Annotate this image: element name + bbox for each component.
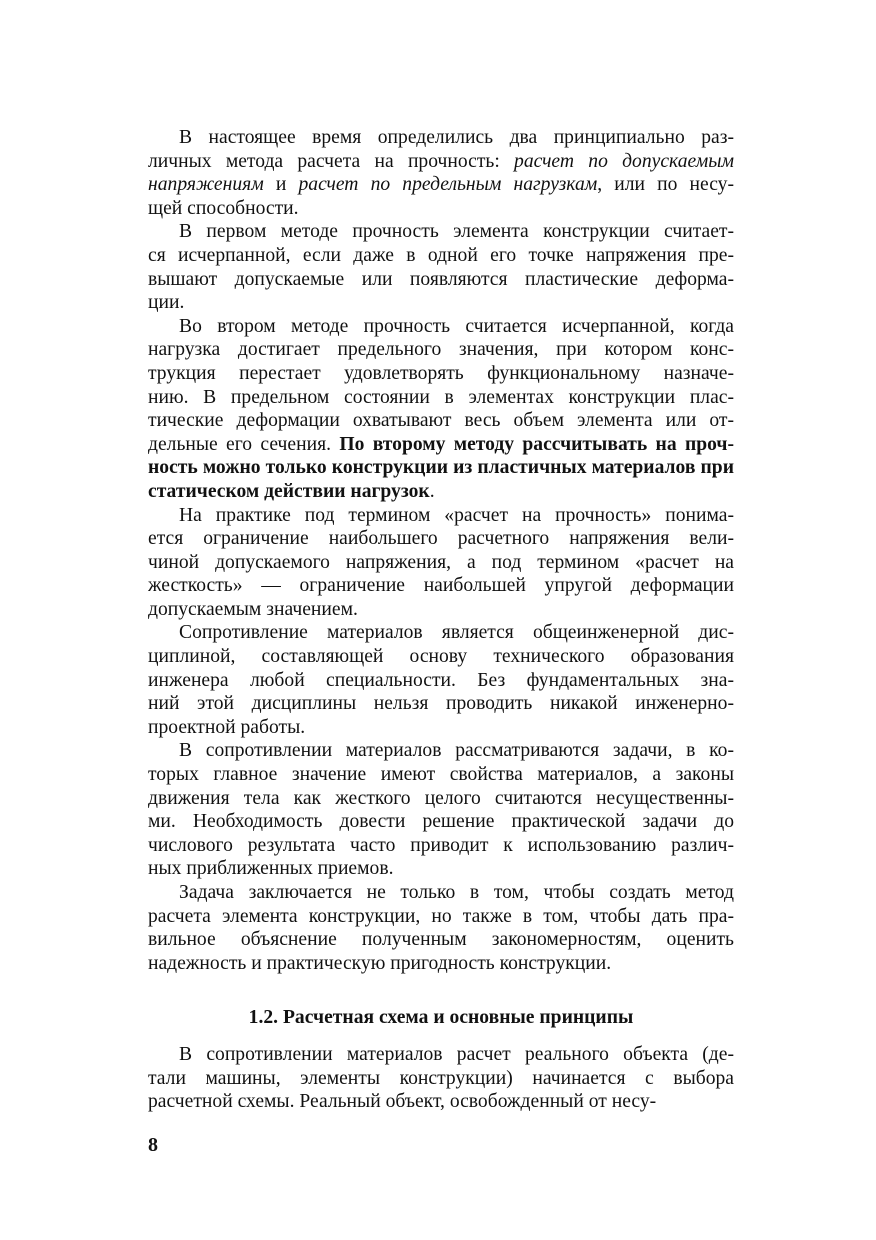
text-line [148, 504, 734, 528]
text-line [148, 551, 734, 575]
text-run: надежность и практическую пригодность конструкции. [148, 952, 612, 974]
text-line [148, 1090, 734, 1114]
text-line [148, 220, 734, 244]
text-line [148, 456, 734, 480]
text-line [148, 952, 734, 976]
text-run: нию. В предельном состоянии в элементах конструкции плас- [148, 386, 734, 408]
text-run: циплиной, составляющей основу технического образования [148, 646, 734, 668]
text-run: расчетной схемы. Реальный объект, освобожденный от несу- [148, 1091, 657, 1113]
text-run: дельные его сечения. [148, 433, 340, 455]
italic-text: расчет по допускаемым [514, 150, 734, 172]
text-line [148, 386, 734, 410]
text-line [148, 787, 734, 811]
text-line [148, 834, 734, 858]
text-line [148, 480, 734, 504]
text-run: жесткость» — ограничение наибольшей упругой деформации [148, 575, 734, 597]
text-run: допускаемым значением. [148, 598, 358, 620]
text-line [148, 692, 734, 716]
text-run: нагрузка достигает предельного значения, при котором конс- [148, 339, 734, 361]
italic-text: напряжениям [148, 174, 264, 196]
italic-text: расчет по предельным нагрузкам [298, 174, 598, 196]
section-heading: 1.2. Расчетная схема и основные принципы [248, 1007, 634, 1028]
text-run: проектной работы. [148, 716, 306, 738]
text-run: и [263, 174, 299, 196]
text-line [148, 527, 734, 551]
text-line [148, 716, 734, 740]
text-run: вышают допускаемые или появляются пластические деформа- [148, 268, 734, 290]
text-line [148, 409, 734, 433]
text-line [148, 338, 734, 362]
body-text-continued [148, 1043, 734, 1114]
text-run: тические деформации охватывают весь объем элемента или от- [148, 410, 734, 432]
bold-text: статическом действии нагрузок [148, 480, 430, 502]
text-line [148, 197, 734, 221]
paragraph [148, 220, 734, 314]
paragraph [148, 739, 734, 881]
text-run: ми. Необходимость довести решение практической задачи до [148, 811, 734, 833]
text-line [148, 739, 734, 763]
text-line [148, 763, 734, 787]
paragraph [148, 621, 734, 739]
text-run: личных метода расчета на прочность: [148, 150, 515, 172]
text-run: числового результата часто приводит к использованию различ- [148, 834, 734, 856]
text-run: расчета элемента конструкции, но также в том, чтобы дать пра- [148, 905, 734, 927]
text-run: Задача заключается не только в том, чтобы создать метод [179, 882, 734, 903]
text-run: В сопротивлении материалов расчет реального объекта (де- [179, 1044, 734, 1065]
text-run: В настоящее время определились два принципиально раз- [179, 127, 734, 148]
text-line [148, 928, 734, 952]
text-line [148, 881, 734, 905]
text-run: движения тела как жесткого целого считаются несущественны- [148, 787, 734, 809]
text-line [148, 1043, 734, 1067]
text-run: В сопротивлении материалов рассматриваются задачи, в ко- [179, 740, 734, 762]
text-line [148, 598, 734, 622]
text-run: Сопротивление материалов является общеинженерной дис- [179, 622, 734, 644]
text-run: тали машины, элементы конструкции) начинается с выбора [148, 1067, 734, 1089]
text-run: вильное объяснение полученным закономерностям, оценить [148, 929, 734, 951]
text-line [148, 905, 734, 929]
text-line [148, 857, 734, 881]
text-run: , или по несу- [597, 174, 734, 196]
text-run: На практике под термином «расчет на прочность» понима- [179, 504, 734, 526]
text-line [148, 244, 734, 268]
text-run: В первом методе прочность элемента конструкции считает- [179, 221, 734, 243]
text-line [148, 173, 734, 197]
text-line [148, 574, 734, 598]
paragraph [148, 126, 734, 220]
text-line [148, 669, 734, 693]
paragraph [148, 315, 734, 504]
text-line [148, 268, 734, 292]
text-line [148, 315, 734, 339]
bold-text: По второму методу рассчитывать на проч- [339, 433, 734, 455]
text-line [148, 126, 734, 150]
text-line [148, 645, 734, 669]
bold-text: ность можно только конструкции из пластичных материалов при [148, 457, 734, 479]
page-number: 8 [148, 1134, 158, 1156]
body-text [148, 126, 734, 975]
text-run: . [429, 480, 435, 502]
text-run: ных приближенных приемов. [148, 858, 394, 880]
text-line [148, 1067, 734, 1091]
text-line [148, 433, 734, 457]
text-line [148, 810, 734, 834]
text-run: ции. [148, 292, 185, 314]
text-run: торых главное значение имеют свойства материалов, а законы [148, 764, 734, 786]
text-run: чиной допускаемого напряжения, а под термином «расчет на [148, 551, 734, 573]
paragraph [148, 881, 734, 975]
text-run: трукция перестает удовлетворять функциональному назначе- [148, 362, 734, 384]
text-line [148, 291, 734, 315]
text-run: Во втором методе прочность считается исчерпанной, когда [179, 315, 734, 337]
text-line [148, 362, 734, 386]
paragraph [148, 1043, 734, 1114]
text-run: ется ограничение наибольшего расчетного напряжения вели- [148, 528, 734, 550]
text-line [148, 621, 734, 645]
text-run: ний этой дисциплины нельзя проводить никакой инженерно- [148, 693, 734, 715]
text-run: ся исчерпанной, если даже в одной его точке напряжения пре- [148, 244, 734, 266]
text-line [148, 150, 734, 174]
text-run: щей способности. [148, 197, 299, 219]
paragraph [148, 504, 734, 622]
text-run: инженера любой специальности. Без фундаментальных зна- [148, 669, 734, 691]
